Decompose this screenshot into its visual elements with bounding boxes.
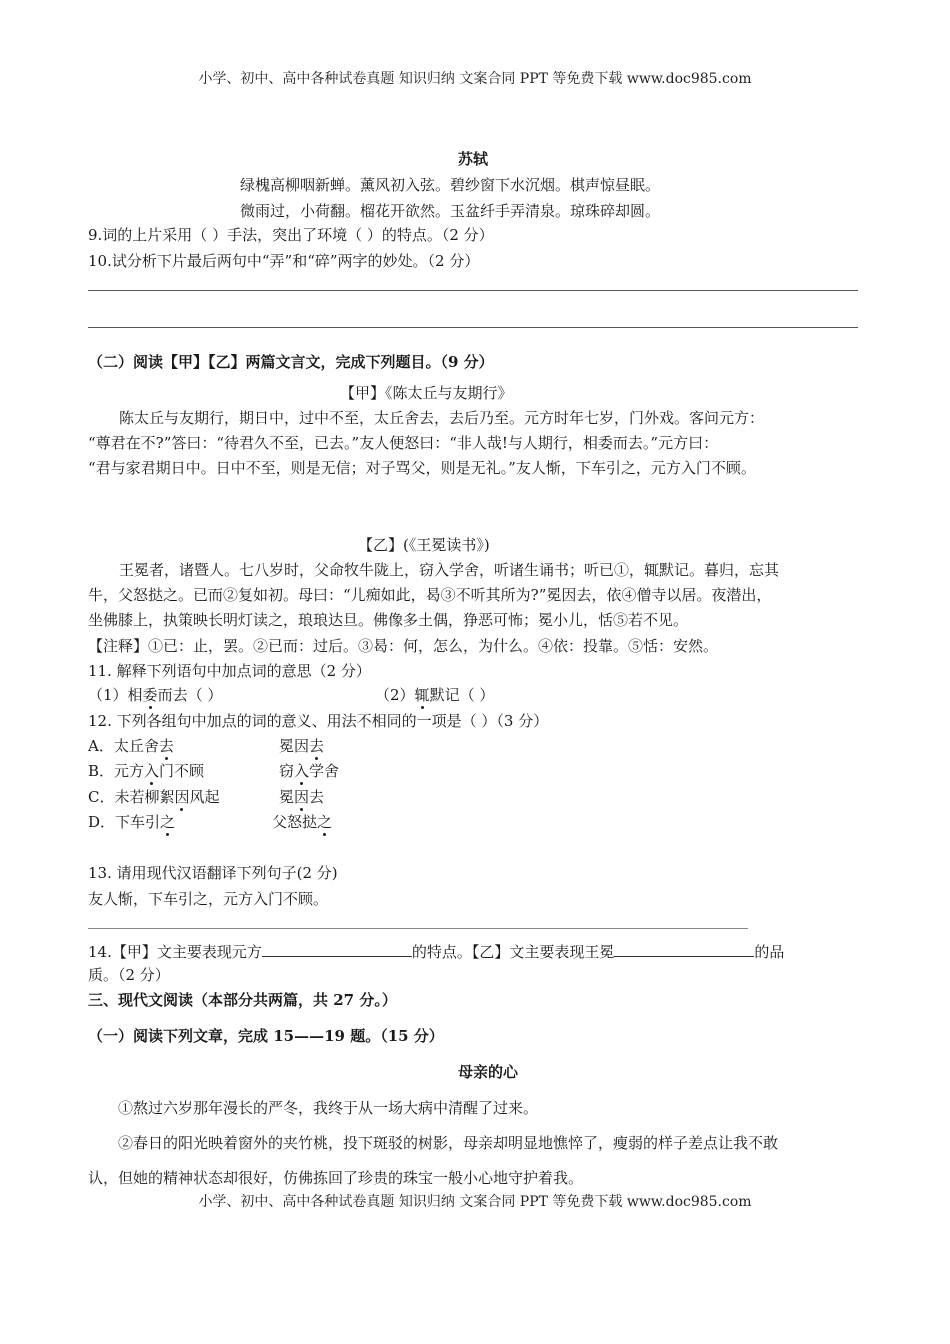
passage-line: 陈太丘与友期行，期日中，过中不至，太丘舍去，去后乃至。元方时年七岁，门外戏。客问元方： [119,409,765,427]
answer-blank [262,940,412,957]
translate-sentence: 友人惭，下车引之，元方入门不顾。 [88,890,329,908]
emphasis-dot-char: 入 [294,762,310,780]
section-title: 三、现代文阅读（本部分共两篇，共 27 分。） [88,991,397,1009]
passage-line: 王冕者，诸暨人。七八岁时，父命牧牛陇上，窃入学舍，听诸生诵书；听已①，辄默记。暮归，忘其 [119,561,780,579]
option-b-left: B．元方入门不顾 [88,762,205,780]
article-title: 母亲的心 [458,1063,519,1081]
answer-blank [614,940,754,957]
article-paragraph: ①熬过六岁那年漫长的严冬，我终于从一场大病中清醒了过来。 [118,1099,539,1117]
page-header: 小学、初中、高中各种试卷真题 知识归纳 文案合同 PPT 等免费下载 www.doc985.com [198,71,752,87]
answer-line [88,327,858,328]
passage-line: 坐佛膝上，执策映长明灯读之，琅琅达旦。佛像多土偶，狰恶可怖；冕小儿，恬⑤若不见。 [88,611,689,629]
page-footer: 小学、初中、高中各种试卷真题 知识归纳 文案合同 PPT 等免费下载 www.doc985.com [198,1194,752,1210]
emphasis-dot-char: 因 [174,788,190,806]
question-11-item: （1）相委而去（ ） [88,686,223,704]
passage-line: “君与家君期日中。日中不至，则是无信；对子骂父，则是无礼。”友人惭，下车引之，元方入门不顾。 [88,459,756,477]
question-10: 10.试分析下片最后两句中“弄”和“碎”两字的妙处。（2 分） [88,252,480,270]
question-14-line2: 质。（2 分） [88,966,170,984]
option-c-left: C．未若柳絮因风起 [88,788,220,806]
question-11-item: （2）辄默记（ ） [375,686,495,704]
question-11: 11. 解释下列语句中加点词的意思（2 分） [88,662,371,680]
option-a-right: 冕因去 [279,737,325,755]
answer-line [88,290,858,291]
emphasis-dot-char: 辄 [414,686,430,704]
question-13: 13. 请用现代汉语翻译下列句子(2 分) [88,864,338,882]
section-title: （二）阅读【甲】【乙】两篇文言文，完成下列题目。（9 分） [88,353,494,371]
emphasis-dot-char: 去 [309,737,325,755]
question-14-part2: 的特点。【乙】文主要表现王冕 [411,943,615,961]
option-d-left: D．下车引之 [88,813,176,831]
passage-line: “尊君在不?”答曰：“待君久不至，已去。”友人便怒曰：“非人哉!与人期行，相委而去。”元方曰： [88,434,719,452]
passage-title-yi: 【乙】(《王冕读书》) [358,536,490,554]
answer-line [88,928,748,929]
article-paragraph: ②春日的阳光映着窗外的夹竹桃，投下斑驳的树影，母亲却明显地憔悴了，瘦弱的样子差点让我不敢 [118,1134,779,1152]
option-d-right: 父怒挞之 [272,813,333,831]
option-c-right: 冕因去 [279,788,325,806]
poem-author: 苏轼 [458,150,489,168]
question-14-part3: 的品 [754,943,785,961]
passage-title-jia: 【甲】《陈太丘与友期行》 [340,384,513,402]
emphasis-dot-char: 因 [294,788,310,806]
poem-line: 绿槐高柳咽新蝉。薰风初入弦。碧纱窗下水沉烟。棋声惊昼眠。 [240,176,661,194]
option-a-left: A．太丘舍去 [88,737,174,755]
question-9: 9.词的上片采用（ ）手法，突出了环境（ ）的特点。（2 分） [88,226,494,244]
annotation-note: 【注释】①已：止，罢。②已而：过后。③曷：何，怎么，为什么。④依：投靠。⑤恬：安然。 [88,637,719,655]
emphasis-dot-char: 之 [160,813,176,831]
poem-line: 微雨过，小荷翻。榴花开欲然。玉盆纤手弄清泉。琼珠碎却圆。 [240,202,661,220]
question-12: 12. 下列各组句中加点的词的意义、用法不相同的一项是（ ）（3 分） [88,712,549,730]
emphasis-dot-char: 去 [158,737,174,755]
emphasis-dot-char: 入 [144,762,160,780]
option-b-right: 窃入学舍 [279,762,340,780]
section-subtitle: （一）阅读下列文章，完成 15——19 题。（15 分） [88,1027,444,1045]
question-14-part1: 14.【甲】文主要表现元方 [88,943,262,961]
article-paragraph: 认，但她的精神状态却很好，仿佛拣回了珍贵的珠宝一般小心地守护着我。 [88,1169,584,1187]
emphasis-dot-char: 之 [317,813,333,831]
question-14 [88,940,784,962]
emphasis-dot-char: 委 [142,686,158,704]
passage-line: 牛，父怒挞之。已而②复如初。母曰：“儿痴如此，曷③不听其所为?”冕因去，依④僧寺以居。夜潜出， [88,586,772,604]
